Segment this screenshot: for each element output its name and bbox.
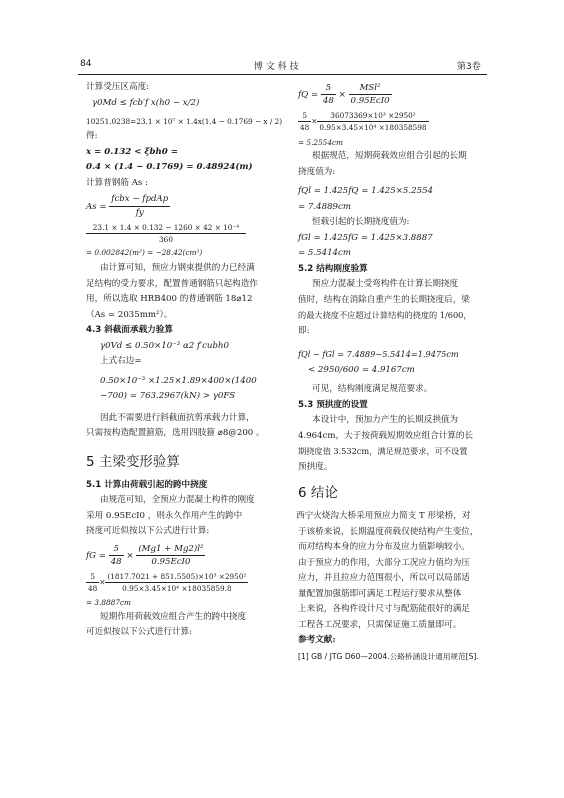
- denominator: 48: [110, 556, 122, 567]
- equation: fQl − fGl = 7.4889−5.5414=1.9475cm: [298, 349, 459, 359]
- text-line: 的最大挠度不应超过计算结构的挠度的 1/600，: [298, 310, 472, 320]
- text-line: 由于预应力的作用，大部分工况应力值均为压: [298, 557, 470, 568]
- denominator: 0.95×3.45×10⁴ ×18035859.8: [122, 583, 232, 593]
- section-heading: 5.1 计算由荷载引起的跨中挠度: [86, 479, 208, 490]
- fraction: [105, 571, 248, 594]
- equation: γ0Vd ≤ 0.50×10⁻³ α2 f′cubh0: [100, 340, 229, 351]
- equation: 0.50×10⁻³ ×1.25×1.89×400×(1400: [100, 375, 257, 386]
- section-heading: 5.3 预拱度的设置: [298, 399, 368, 410]
- header-rule: [78, 74, 487, 75]
- equation-fq: fQ = $\frac{5}{48}$ × $\frac{\text{MSl²}}{\text{0.95EcI0}}$: [298, 83, 390, 106]
- text-line: 短期作用荷载效应组合产生的跨中挠度: [100, 611, 247, 622]
- fraction: [109, 543, 124, 568]
- chapter-heading: 6 结论: [298, 485, 338, 501]
- section-heading: 5.2 结构刚度验算: [298, 263, 368, 274]
- text-line: 值时，结构在消除自重产生的长期挠度后，梁: [298, 294, 470, 305]
- equation: = 5.5414cm: [298, 248, 351, 258]
- numerator: (1817.7021 + 851.5505)×10³ ×2950²: [107, 571, 247, 581]
- text-line: 根据规范，短期荷载效应组合引起的长期: [312, 151, 467, 161]
- text-line: 上来说，各构件设计尺寸与配筋能很好的满足: [298, 604, 470, 614]
- numerator: 23.1 × 1.4 × 0.132 − 1260 × 42 × 10⁻⁴: [86, 222, 246, 234]
- denominator: 0.95×3.45×10⁴ ×180358598: [319, 123, 427, 132]
- text-line: 即:: [298, 325, 310, 336]
- numerator: fcbx − fpdAp: [109, 193, 170, 207]
- text-line: 量配置加强筋即可满足工程运行要求从整体: [298, 588, 462, 599]
- numerator: 5: [109, 543, 124, 556]
- text-line: 足结构的受力要求，配置普通钢筋只起构造作: [86, 278, 258, 289]
- eq-lhs: fG =: [86, 550, 106, 561]
- fraction: [321, 82, 336, 107]
- equation: x = 0.132 < ξbh0 =: [86, 146, 178, 157]
- fraction: [317, 110, 428, 133]
- equation-fraction: $\frac{5}{48}$ × $\frac{\text{(1817.7021 + 851.5505)×10³ ×2950²}}{\text{0.95×3.45×10⁴ ×18035859.8}}$: [88, 571, 247, 593]
- text-line: 期挠度值 3.532cm，满足规范要求，可不设置: [298, 446, 468, 456]
- equation: −700) = 763.2967(kN) > γ0FS: [100, 391, 236, 401]
- equation: = 0.002842(m²) = −28.42(cm²): [86, 248, 203, 257]
- text-line: 计算受压区高度:: [86, 82, 150, 92]
- text-line: 由计算可知，预应力钢束提供的力已经满: [100, 263, 255, 273]
- numerator: 5: [298, 110, 311, 122]
- numerator: (Mg1 + Mg2)l²: [138, 543, 204, 554]
- text-line: 预应力混凝土受弯构件在计算长期挠度: [312, 279, 459, 289]
- numerator: MSl²: [349, 82, 392, 95]
- text-line: 4.964cm，大于按荷载短期效应组合计算的长: [298, 430, 474, 441]
- text-line: 由规范可知，全预应力混凝土构件的刚度: [100, 495, 255, 505]
- denominator: 48: [322, 96, 334, 106]
- text-line: 工程各工况要求，只需保证施工质量即可。: [298, 619, 462, 630]
- text-line: 计算普钢筋 As :: [86, 177, 148, 188]
- denominator: fy: [135, 208, 144, 218]
- equation: 0.4 × (1.4 − 0.1769) = 0.48924(m): [86, 162, 253, 172]
- references-title: 参考文献:: [298, 635, 336, 645]
- equation: = 3.8887cm: [86, 597, 131, 607]
- text-line: 上式右边=: [100, 356, 142, 366]
- numerator: 5: [86, 571, 99, 583]
- text-line: 应力，并且拉应力范围很小，所以可以局部适: [298, 573, 470, 583]
- equation-fraction: [86, 222, 279, 245]
- denominator: 0.95EcI0: [151, 556, 191, 567]
- equation-fg: fG = $\frac{5}{48}$ × $\frac{\text{(Mg1 + Mg2)l²}}{\text{0.95EcI0}}$: [86, 543, 204, 567]
- numerator: 36073369×10³ ×2950²: [317, 110, 428, 122]
- reference-item: [1] GB / JTG D60—2004.公路桥涵设计通用规范[S].: [298, 651, 479, 661]
- eq-lhs: As =: [86, 202, 107, 212]
- text-line: 本设计中，预加力产生的长期反拱值为: [312, 415, 459, 425]
- equation-fraction: $\frac{5}{48}$ × $\frac{\text{36073369×10³ ×2950²}}{\text{0.95×3.45×10⁴ ×180358598}}$: [300, 111, 427, 132]
- equation: < 2950/600 = 4.9167cm: [308, 364, 415, 375]
- journal-name: 博 文 科 技: [254, 62, 299, 72]
- text-line: 只需按构造配置箍筋，选用四肢箍 ⌀8@200 。: [86, 428, 265, 438]
- text-line: 挠度可近似按以下公式进行计算:: [86, 526, 210, 536]
- text-line: 用，所以选取 HRB400 的普通钢筋 18⌀12: [86, 294, 253, 304]
- text-line: 可近似按以下公式进行计算:: [86, 627, 193, 637]
- numerator: 5: [321, 82, 336, 95]
- equation-as: [86, 193, 279, 220]
- equation: = 5.2554cm: [298, 138, 343, 147]
- chapter-heading: 5 主梁变形验算: [86, 453, 180, 470]
- text-line: 挠度值为:: [298, 166, 336, 177]
- page-number: 84: [80, 59, 92, 69]
- text-line: 可见，结构刚度满足规范要求。: [312, 384, 433, 394]
- fraction: [86, 222, 246, 245]
- text-line: 西宁火烧沟大桥采用预应力简支 T 形梁桥，对: [296, 511, 471, 521]
- text-line: 于该桥来说，长期温度荷载仅使结构产生变位，: [298, 526, 479, 537]
- text-line: （As = 2035mm²）。: [86, 309, 173, 320]
- denominator: 0.95EcI0: [350, 96, 390, 106]
- text-line: 得:: [86, 131, 98, 141]
- denominator: 48: [88, 583, 98, 593]
- text-line: 恒载引起的长期挠度值为:: [312, 217, 410, 227]
- fraction: [109, 193, 170, 220]
- equation: fQl = 1.425fQ = 1.425×5.2554: [298, 186, 434, 196]
- denominator: 48: [300, 123, 310, 132]
- left-column: [86, 80, 283, 641]
- equation: = 7.4889cm: [298, 201, 351, 212]
- equation: γ0Md ≤ fcb′f x(h0 − x/2): [92, 97, 200, 108]
- equation: fGl = 1.425fG = 1.425×3.8887: [298, 232, 433, 243]
- fraction: [86, 571, 99, 594]
- text-line: 因此不需要进行斜截面抗剪承载力计算，: [100, 412, 255, 423]
- text-line: 采用 0.95EcI0 ，则永久作用产生的跨中: [86, 510, 243, 521]
- section-heading: 4.3 斜截面承载力验算: [86, 325, 173, 335]
- fraction: [349, 82, 392, 107]
- text-line: 预拱度。: [298, 461, 333, 472]
- equation: 10251.0238=23.1 × 10⁷ × 1.4x(1.4 − 0.1769 − x / 2): [86, 117, 283, 126]
- volume-label: 第3卷: [457, 62, 481, 72]
- right-column: [298, 80, 496, 664]
- eq-lhs: fQ =: [298, 90, 319, 100]
- fraction: [298, 110, 311, 133]
- text-line: 而对结构本身的应力分布及应力值影响较小。: [298, 542, 470, 552]
- denominator: 360: [159, 235, 173, 244]
- fraction: [136, 543, 205, 568]
